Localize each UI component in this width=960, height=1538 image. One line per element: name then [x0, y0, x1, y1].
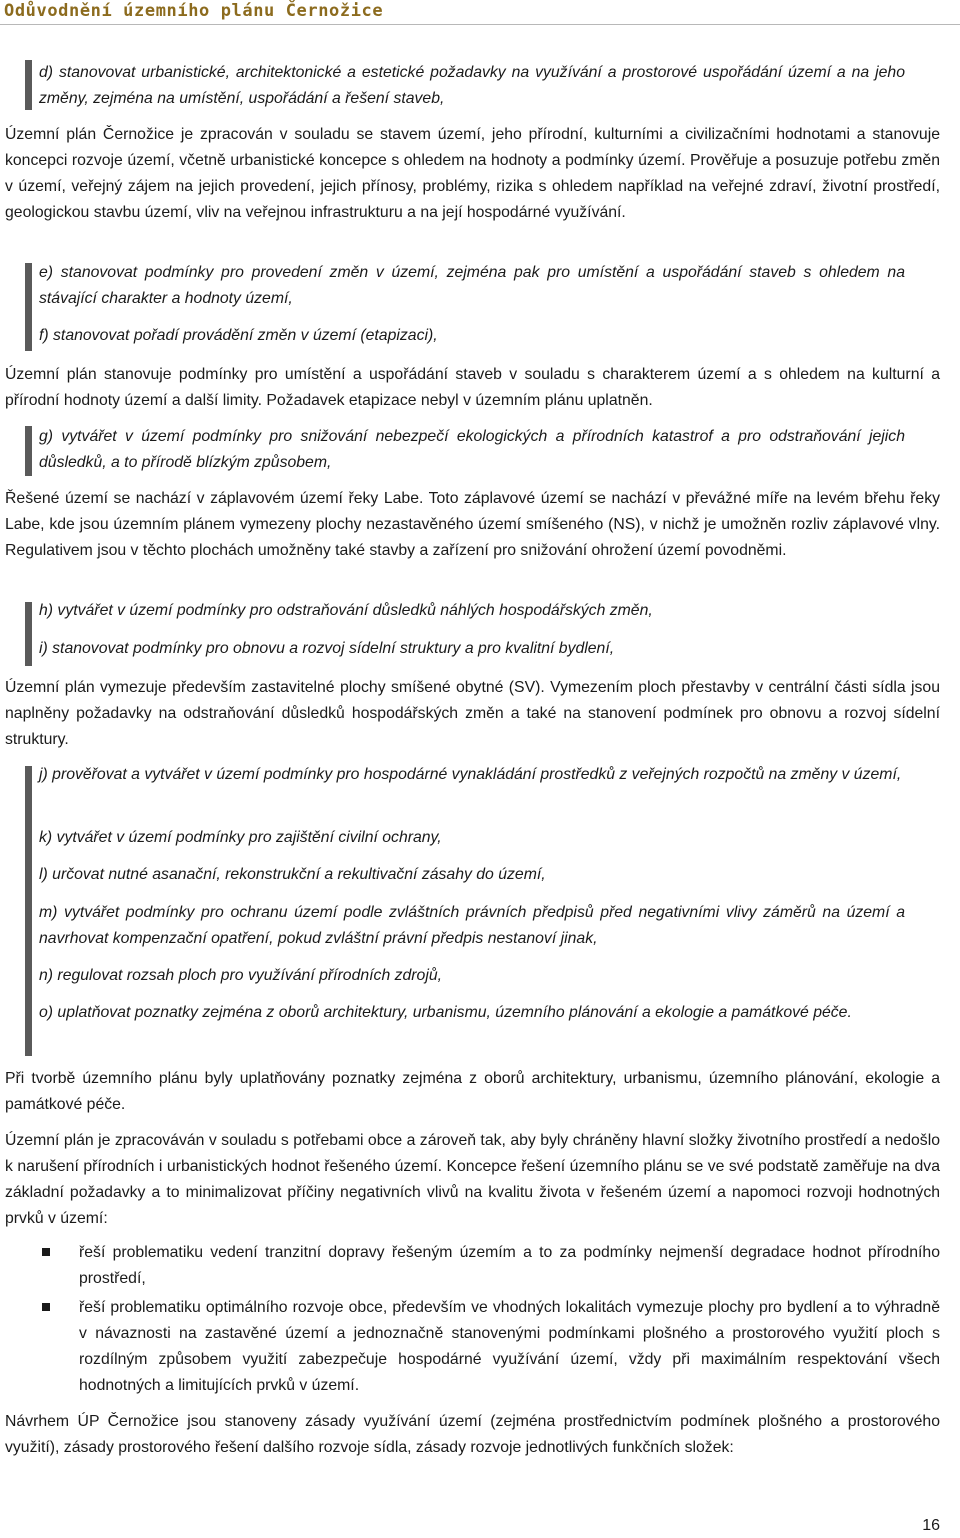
page-number: 16	[922, 1517, 940, 1534]
quote-bar	[25, 426, 32, 476]
paragraph-poznatky: Při tvorbě územního plánu byly uplatňovány poznatky zejména z oborů architektury, urbanismu, územního plánování, ekologie a památkové péče.	[5, 1070, 940, 1113]
requirement-e: e) stanovovat podmínky pro provedení změn v území, zejména pak pro umístění a uspořádání staveb s ohledem na stávající charakter a hodnoty území,	[39, 264, 905, 307]
list-item-text: řeší problematiku optimálního rozvoje obce, především ve vhodných lokalitách vymezuje plochy pro bydlení a to výhradně v návaznosti na zastavěné území a jednoznačně stanovenými podmínkami plošného a prostorového využití ploch s rozdílným způsobem využití zabezpečuje hospodárné využívání území, vždy při maximálním respektování všech hodnotných a limitujících prvků v území.	[79, 1299, 940, 1394]
requirement-l: l) určovat nutné asanační, rekonstrukční a rekultivační zásahy do území,	[39, 866, 546, 883]
requirement-o: o) uplatňovat poznatky zejména z oborů architektury, urbanismu, územního plánování a ekologie a památkové péče.	[39, 1004, 852, 1021]
requirement-k: k) vytvářet v území podmínky pro zajištění civilní ochrany,	[39, 829, 442, 846]
paragraph-koncepce: Územní plán je zpracováván v souladu s potřebami obce a zároveň tak, aby byly chráněny hlavní složky životního prostředí a nedošlo k narušení přírodních i urbanistických hodnot řešeného území. Koncepce řešení územního plánu se ve své podstatě zaměřuje na dva základní požadavky a to minimalizovat příčiny negativních vlivů na kvalitu života v řešeném území a napomoci rozvoji hodnotných prvků v území:	[5, 1132, 940, 1227]
square-bullet-icon	[42, 1248, 50, 1256]
square-bullet-icon	[42, 1303, 50, 1311]
paragraph-zaplavove-uzemi: Řešené území se nachází v záplavovém území řeky Labe. Toto záplavové území se nachází v převážné míře na levém břehu řeky Labe, kde jsou územním plánem vymezeny plochy nezastavěného území smíšeného (NS), v nichž je umožněn rozliv záplavové vlny. Regulativem jsou v těchto plochách umožněny také stavby a zařízení pro snižování ohrožení území povodněmi.	[5, 490, 940, 559]
quote-bar	[25, 602, 32, 666]
requirement-f: f) stanovovat pořadí provádění změn v území (etapizaci),	[39, 327, 438, 344]
requirement-n: n) regulovat rozsah ploch pro využívání přírodních zdrojů,	[39, 967, 443, 984]
requirement-g: g) vytvářet v území podmínky pro snižování nebezpečí ekologických a přírodních katastrof a pro odstraňování jejich důsledků, a to přírodě blízkým způsobem,	[39, 428, 905, 471]
requirement-h: h) vytvářet v území podmínky pro odstraňování důsledků náhlých hospodářských změn,	[39, 602, 653, 619]
page-header	[0, 0, 960, 25]
requirement-m: m) vytvářet podmínky pro ochranu území podle zvláštních právních předpisů před negativními vlivy záměrů na území a navrhovat kompenzační opatření, pokud zvláštní právní předpis nestanoví jinak,	[39, 904, 905, 947]
paragraph-plochy-sv: Územní plán vymezuje především zastavitelné plochy smíšené obytné (SV). Vymezením ploch přestavby v centrální části sídla jsou naplněny požadavky na odstraňování důsledků hospodářských změn a také na stanovení podmínek pro obnovu a rozvoj sídelní struktury.	[5, 679, 940, 748]
requirement-d: d) stanovovat urbanistické, architektonické a estetické požadavky na využívání a prostorové uspořádání území a na jeho změny, zejména na umístění, uspořádání a řešení staveb,	[39, 64, 905, 107]
quote-bar	[25, 766, 32, 1056]
list-item-text: řeší problematiku vedení tranzitní dopravy řešeným územím a to za podmínky nejmenší degradace hodnot přírodního prostředí,	[79, 1244, 940, 1287]
requirement-i: i) stanovovat podmínky pro obnovu a rozvoj sídelní struktury a pro kvalitní bydlení,	[39, 640, 615, 657]
requirement-j: j) prověřovat a vytvářet v území podmínky pro hospodárné vynakládání prostředků z veřejných rozpočtů na změny v území,	[39, 766, 902, 783]
quote-bar	[25, 60, 32, 110]
paragraph-zasady: Návrhem ÚP Černožice jsou stanoveny zásady využívání území (zejména prostřednictvím podmínek plošného a prostorového využití), zásady prostorového řešení dalšího rozvoje sídla, zásady rozvoje jednotlivých funkčních složek:	[5, 1413, 940, 1456]
paragraph-podminky: Územní plán stanovuje podmínky pro umístění a uspořádání staveb v souladu s charakterem území a s ohledem na kulturní a přírodní hodnoty území a další limity. Požadavek etapizace nebyl v územním plánu uplatněn.	[5, 366, 940, 409]
document-title: Odůvodnění územního plánu Černožice	[4, 1, 384, 21]
paragraph-soulad: Územní plán Černožice je zpracován v souladu se stavem území, jeho přírodní, kulturními a civilizačními hodnotami a stanovuje koncepci rozvoje území, včetně urbanistické koncepce s ohledem na hodnoty a podmínky území. Prověřuje a posuzuje potřebu změn v území, veřejný zájem na jejich provedení, jejich přínosy, problémy, rizika s ohledem například na veřejné zdraví, životní prostředí, geologickou stavbu území, vliv na veřejnou infrastrukturu a na její hospodárné využívání.	[5, 126, 940, 221]
quote-bar	[25, 263, 32, 351]
